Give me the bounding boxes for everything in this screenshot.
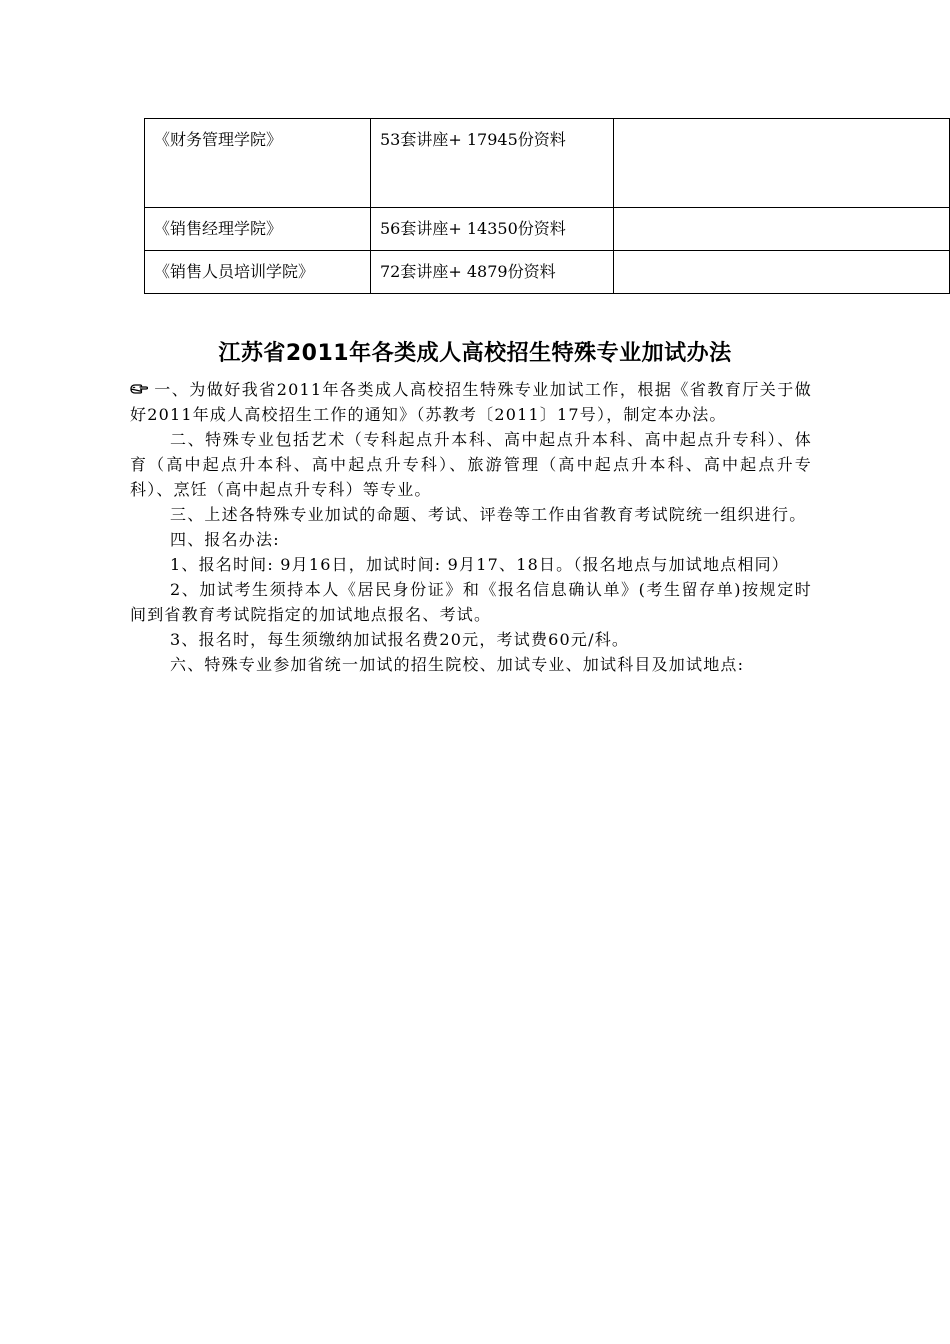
table-row — [145, 251, 950, 294]
table-cell-content: 56套讲座+ 14350份资料 — [371, 208, 614, 251]
paragraph: 六、特殊专业参加省统一加试的招生院校、加试专业、加试科目及加试地点: — [170, 655, 745, 674]
paragraph: 四、报名办法: — [170, 530, 280, 549]
hand-pointing-icon — [130, 382, 148, 396]
table-cell-content: 72套讲座+ 4879份资料 — [371, 251, 614, 294]
table-row — [145, 208, 950, 251]
document-title: 江苏省2011年各类成人高校招生特殊专业加试办法 — [218, 341, 732, 366]
paragraph: 1、报名时间: 9月16日，加试时间: 9月17、18日。（报名地点与加试地点相同） — [170, 555, 789, 574]
paragraph: 二、特殊专业包括艺术（专科起点升本科、高中起点升本科、高中起点升专科）、体育（高中起点升本科、高中起点升专科）、旅游管理（高中起点升本科、高中起点升专科）、烹饪（高中起点升专科）等专业。 — [130, 430, 812, 499]
table-cell-note — [614, 119, 950, 208]
paragraph: 一、为做好我省2011年各类成人高校招生特殊专业加试工作，根据《省教育厅关于做好2011年成人高校招生工作的通知》（苏教考〔2011〕17号），制定本办法。 — [130, 380, 812, 424]
table-cell-note — [614, 208, 950, 251]
paragraph: 三、上述各特殊专业加试的命题、考试、评卷等工作由省教育考试院统一组织进行。 — [170, 505, 807, 524]
table-cell-name: 《销售经理学院》 — [145, 208, 371, 251]
document-body — [130, 377, 812, 677]
paragraph: 3、报名时，每生须缴纳加试报名费20元，考试费60元/科。 — [170, 630, 630, 649]
table-cell-note — [614, 251, 950, 294]
table-cell-content: 53套讲座+ 17945份资料 — [371, 119, 614, 208]
table-cell-name: 《销售人员培训学院》 — [145, 251, 371, 294]
paragraph: 2、加试考生须持本人《居民身份证》和《报名信息确认单》(考生留存单)按规定时间到省教育考试院指定的加试地点报名、考试。 — [130, 580, 812, 624]
table-cell-name: 《财务管理学院》 — [145, 119, 371, 208]
table-row — [145, 119, 950, 208]
catalog-table — [144, 118, 950, 294]
